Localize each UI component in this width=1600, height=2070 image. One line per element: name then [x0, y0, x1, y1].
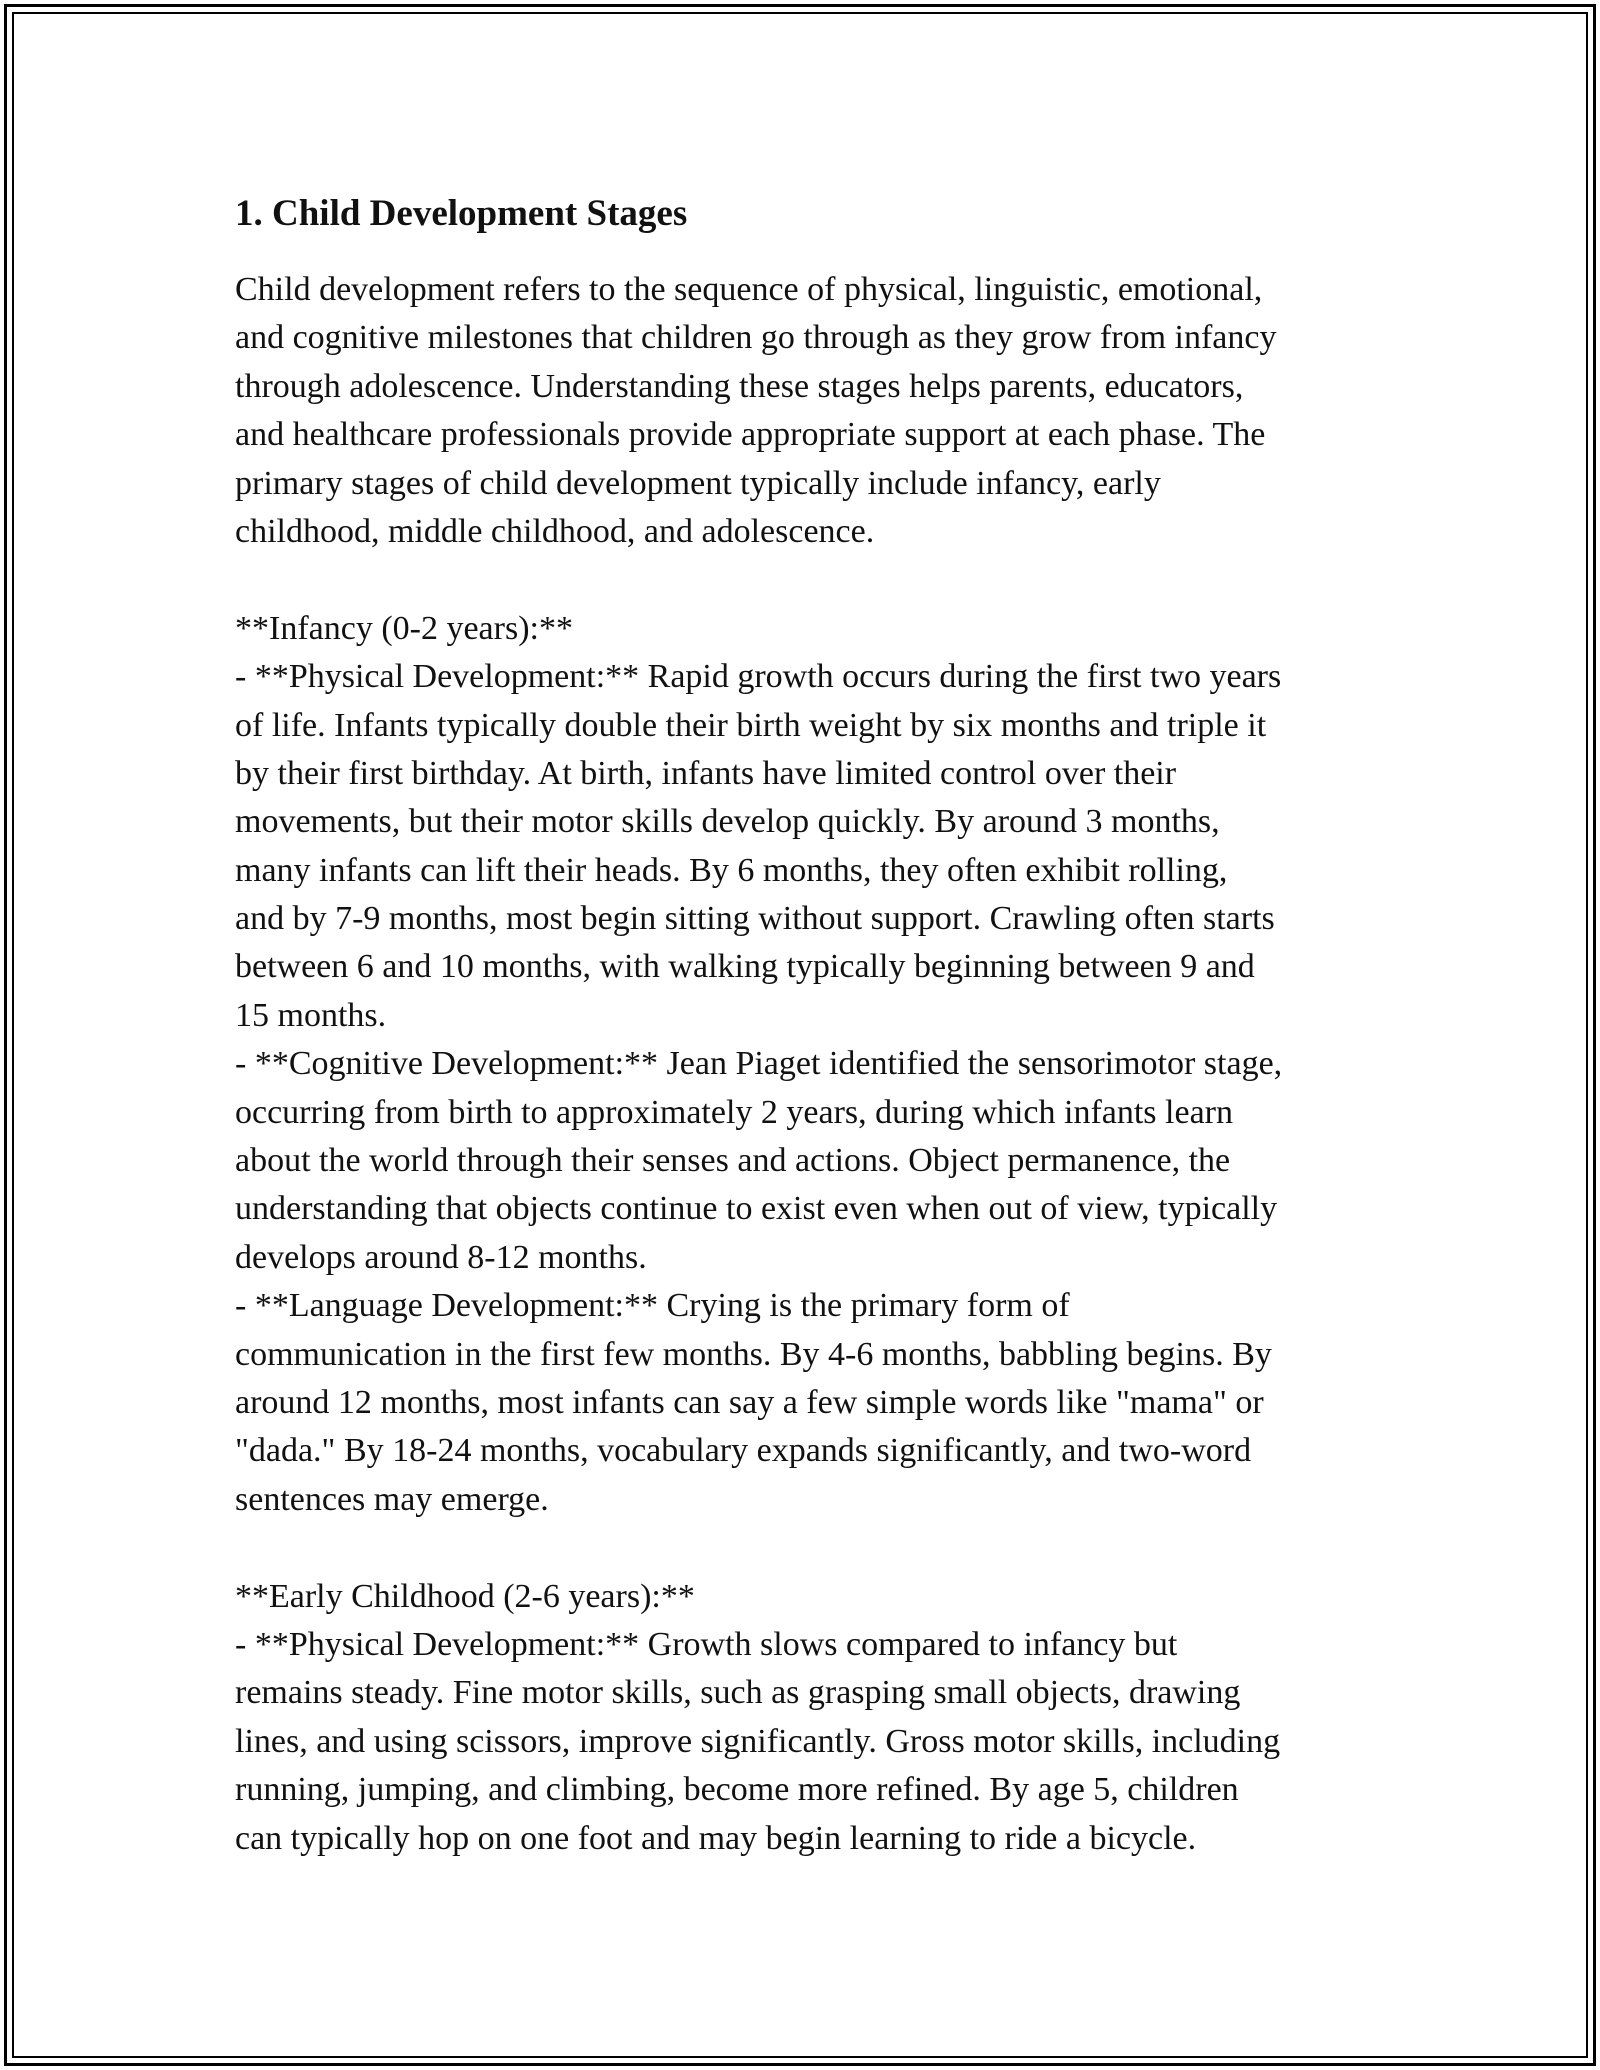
blank-line — [235, 556, 1375, 604]
text-line: of life. Infants typically double their birth weight by six months and triple it — [235, 706, 1267, 744]
text-line: lines, and using scissors, improve significantly. Gross motor skills, including — [235, 1722, 1281, 1760]
text-line: between 6 and 10 months, with walking typically beginning between 9 and — [235, 948, 1255, 986]
body-text — [235, 266, 1375, 1863]
text-line: about the world through their senses and actions. Object permanence, the — [235, 1142, 1231, 1180]
text-line: and healthcare professionals provide appropriate support at each phase. The — [235, 416, 1266, 454]
subheading-infancy: **Infancy (0-2 years):** — [235, 609, 573, 647]
text-line: understanding that objects continue to exist even when out of view, typically — [235, 1190, 1278, 1228]
text-line: and cognitive milestones that children go through as they grow from infancy — [235, 319, 1277, 357]
text-line: remains steady. Fine motor skills, such as grasping small objects, drawing — [235, 1674, 1241, 1712]
text-line: by their first birthday. At birth, infants have limited control over their — [235, 754, 1177, 792]
text-line: occurring from birth to approximately 2 years, during which infants learn — [235, 1093, 1233, 1131]
text-line: childhood, middle childhood, and adolescence. — [235, 512, 875, 550]
text-line: sentences may emerge. — [235, 1480, 549, 1518]
text-line: and by 7-9 months, most begin sitting without support. Crawling often starts — [235, 900, 1275, 938]
document-body — [235, 188, 1375, 1863]
text-line: through adolescence. Understanding these stages helps parents, educators, — [235, 367, 1244, 405]
text-line: - **Physical Development:** Growth slows compared to infancy but — [235, 1625, 1178, 1663]
text-line: around 12 months, most infants can say a few simple words like "mama" or — [235, 1383, 1264, 1421]
section-heading: 1. Child Development Stages — [235, 193, 688, 234]
text-line: movements, but their motor skills develop quickly. By around 3 months, — [235, 803, 1220, 841]
text-line: 15 months. — [235, 996, 387, 1034]
text-line: - **Cognitive Development:** Jean Piaget identified the sensorimotor stage, — [235, 1045, 1283, 1083]
text-line: develops around 8-12 months. — [235, 1238, 647, 1276]
subheading-early-childhood: **Early Childhood (2-6 years):** — [235, 1577, 695, 1615]
blank-line — [235, 1524, 1375, 1572]
text-line: - **Language Development:** Crying is the primary form of — [235, 1287, 1070, 1325]
text-line: Child development refers to the sequence of physical, linguistic, emotional, — [235, 271, 1263, 308]
text-line: can typically hop on one foot and may begin learning to ride a bicycle. — [235, 1819, 1197, 1857]
text-line: "dada." By 18-24 months, vocabulary expands significantly, and two-word — [235, 1432, 1252, 1470]
text-line: - **Physical Development:** Rapid growth occurs during the first two years — [235, 658, 1282, 696]
text-line: many infants can lift their heads. By 6 months, they often exhibit rolling, — [235, 851, 1228, 889]
text-line: communication in the first few months. By 4-6 months, babbling begins. By — [235, 1335, 1272, 1373]
text-line: primary stages of child development typically include infancy, early — [235, 464, 1161, 502]
text-line: running, jumping, and climbing, become more refined. By age 5, children — [235, 1771, 1239, 1809]
